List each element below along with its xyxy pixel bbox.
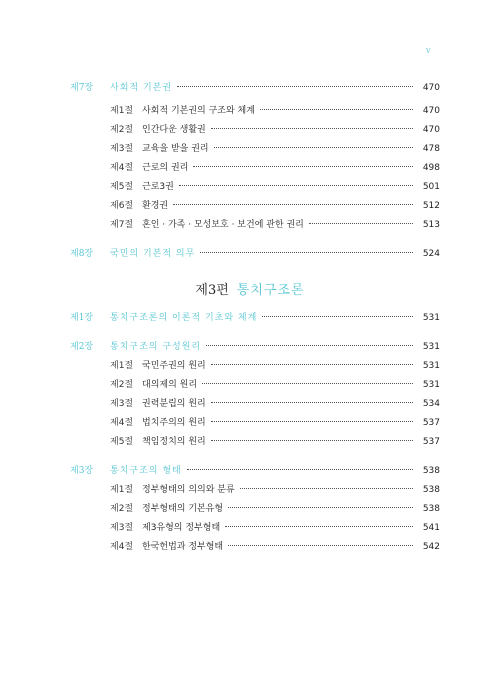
section-title: 사회적 기본권의 구조와 체계 <box>142 106 255 116</box>
dot-leader <box>202 383 413 384</box>
section-number: 제1절 <box>110 485 134 495</box>
chapter-number: 제8장 <box>70 249 94 259</box>
page-ref: 498 <box>422 163 440 173</box>
toc-chapter-row[interactable] <box>70 246 440 265</box>
section-number: 제1절 <box>110 106 134 116</box>
dot-leader <box>228 545 413 546</box>
chapter-title: 국민의 기본적 의무 <box>110 249 196 259</box>
page-ref: 537 <box>422 437 440 447</box>
chapter-number: 제2장 <box>70 342 94 352</box>
section-title: 교육을 받을 권리 <box>142 144 209 154</box>
toc-chapter-row[interactable] <box>70 339 440 358</box>
toc-section-row[interactable] <box>70 141 440 160</box>
section-title: 정부형태의 기본유형 <box>142 504 224 514</box>
page-ref: 478 <box>422 144 440 154</box>
page-ref: 538 <box>422 466 440 476</box>
toc-section-row[interactable] <box>70 415 440 434</box>
page-ref: 512 <box>422 201 440 211</box>
section-number: 제2절 <box>110 125 134 135</box>
toc-section-row[interactable] <box>70 396 440 415</box>
page-ref: 538 <box>422 504 440 514</box>
page-ref: 524 <box>422 249 440 259</box>
dot-leader <box>262 316 413 317</box>
toc-section-row[interactable] <box>70 539 440 558</box>
chapter-number: 제7장 <box>70 83 94 93</box>
section-title: 혼인 · 가족 · 모성보호 · 보건에 관한 권리 <box>142 220 304 230</box>
part-title: 통치구조론 <box>236 283 305 298</box>
page-ref: 531 <box>422 313 440 323</box>
page-ref: 538 <box>422 485 440 495</box>
chapter-title: 통치구조의 구성원리 <box>110 342 202 352</box>
part-heading <box>0 279 500 298</box>
dot-leader <box>177 86 413 87</box>
toc-section-row[interactable] <box>70 122 440 141</box>
toc-part3 <box>70 310 440 558</box>
page-ref: 470 <box>422 106 440 116</box>
section-number: 제4절 <box>110 542 134 552</box>
dot-leader <box>240 488 413 489</box>
dot-leader <box>200 252 413 253</box>
page-ref: 531 <box>422 342 440 352</box>
toc-chapter-row[interactable] <box>70 310 440 329</box>
section-title: 근로의 권리 <box>142 163 189 173</box>
section-number: 제2절 <box>110 380 134 390</box>
dot-leader <box>179 185 413 186</box>
dot-leader <box>211 402 413 403</box>
toc-section-row[interactable] <box>70 103 440 122</box>
section-title: 법치주의의 원리 <box>142 418 206 428</box>
section-title: 국민주권의 원리 <box>142 361 206 371</box>
toc-section-row[interactable] <box>70 501 440 520</box>
page-ref: 542 <box>422 542 440 552</box>
dot-leader <box>206 345 413 346</box>
page-ref: 541 <box>422 523 440 533</box>
page-ref: 531 <box>422 361 440 371</box>
toc-section-row[interactable] <box>70 520 440 539</box>
section-number: 제2절 <box>110 504 134 514</box>
section-number: 제1절 <box>110 361 134 371</box>
dot-leader <box>211 364 413 365</box>
toc-section-row[interactable] <box>70 434 440 453</box>
toc-section-row[interactable] <box>70 482 440 501</box>
toc-section-row[interactable] <box>70 358 440 377</box>
section-title: 대의제의 원리 <box>142 380 198 390</box>
section-number: 제5절 <box>110 182 134 192</box>
toc-chapter-row[interactable] <box>70 80 440 99</box>
page-ref: 501 <box>422 182 440 192</box>
page-number: v <box>426 46 431 55</box>
chapter-title: 사회적 기본권 <box>110 83 173 93</box>
dot-leader <box>173 204 413 205</box>
chapter-title: 통치구조론의 이론적 기초와 체계 <box>110 313 258 323</box>
page-ref: 534 <box>422 399 440 409</box>
section-number: 제4절 <box>110 163 134 173</box>
page-ref: 513 <box>422 220 440 230</box>
section-title: 근로3권 <box>142 182 174 192</box>
toc-chapter-row[interactable] <box>70 463 440 482</box>
dot-leader <box>211 421 413 422</box>
section-number: 제3절 <box>110 144 134 154</box>
section-number: 제7절 <box>110 220 134 230</box>
section-number: 제4절 <box>110 418 134 428</box>
toc-section-row[interactable] <box>70 217 440 236</box>
chapter-number: 제3장 <box>70 466 94 476</box>
section-title: 환경권 <box>142 201 169 211</box>
section-title: 인간다운 생활권 <box>142 125 206 135</box>
section-title: 정부형태의 의의와 분류 <box>142 485 235 495</box>
toc-section-row[interactable] <box>70 179 440 198</box>
toc-section-row[interactable] <box>70 377 440 396</box>
dot-leader <box>225 526 413 527</box>
toc-section-row[interactable] <box>70 160 440 179</box>
section-title: 제3유형의 정부형태 <box>142 523 221 533</box>
chapter-title: 통치구조의 형태 <box>110 466 182 476</box>
section-title: 한국헌법과 정부형태 <box>142 542 224 552</box>
dot-leader <box>260 109 413 110</box>
section-number: 제5절 <box>110 437 134 447</box>
dot-leader <box>309 223 413 224</box>
page-ref: 531 <box>422 380 440 390</box>
dot-leader <box>228 507 413 508</box>
page-ref: 470 <box>422 125 440 135</box>
section-title: 책임정치의 원리 <box>142 437 206 447</box>
dot-leader <box>211 440 413 441</box>
page-ref: 537 <box>422 418 440 428</box>
dot-leader <box>187 469 413 470</box>
section-number: 제3절 <box>110 523 134 533</box>
dot-leader <box>193 166 413 167</box>
section-number: 제3절 <box>110 399 134 409</box>
section-title: 권력분립의 원리 <box>142 399 206 409</box>
dot-leader <box>211 128 413 129</box>
page-ref: 470 <box>422 83 440 93</box>
section-number: 제6절 <box>110 201 134 211</box>
chapter-number: 제1장 <box>70 313 94 323</box>
toc-part2 <box>70 80 440 265</box>
toc-section-row[interactable] <box>70 198 440 217</box>
dot-leader <box>214 147 413 148</box>
part-number: 제3편 <box>195 283 229 298</box>
